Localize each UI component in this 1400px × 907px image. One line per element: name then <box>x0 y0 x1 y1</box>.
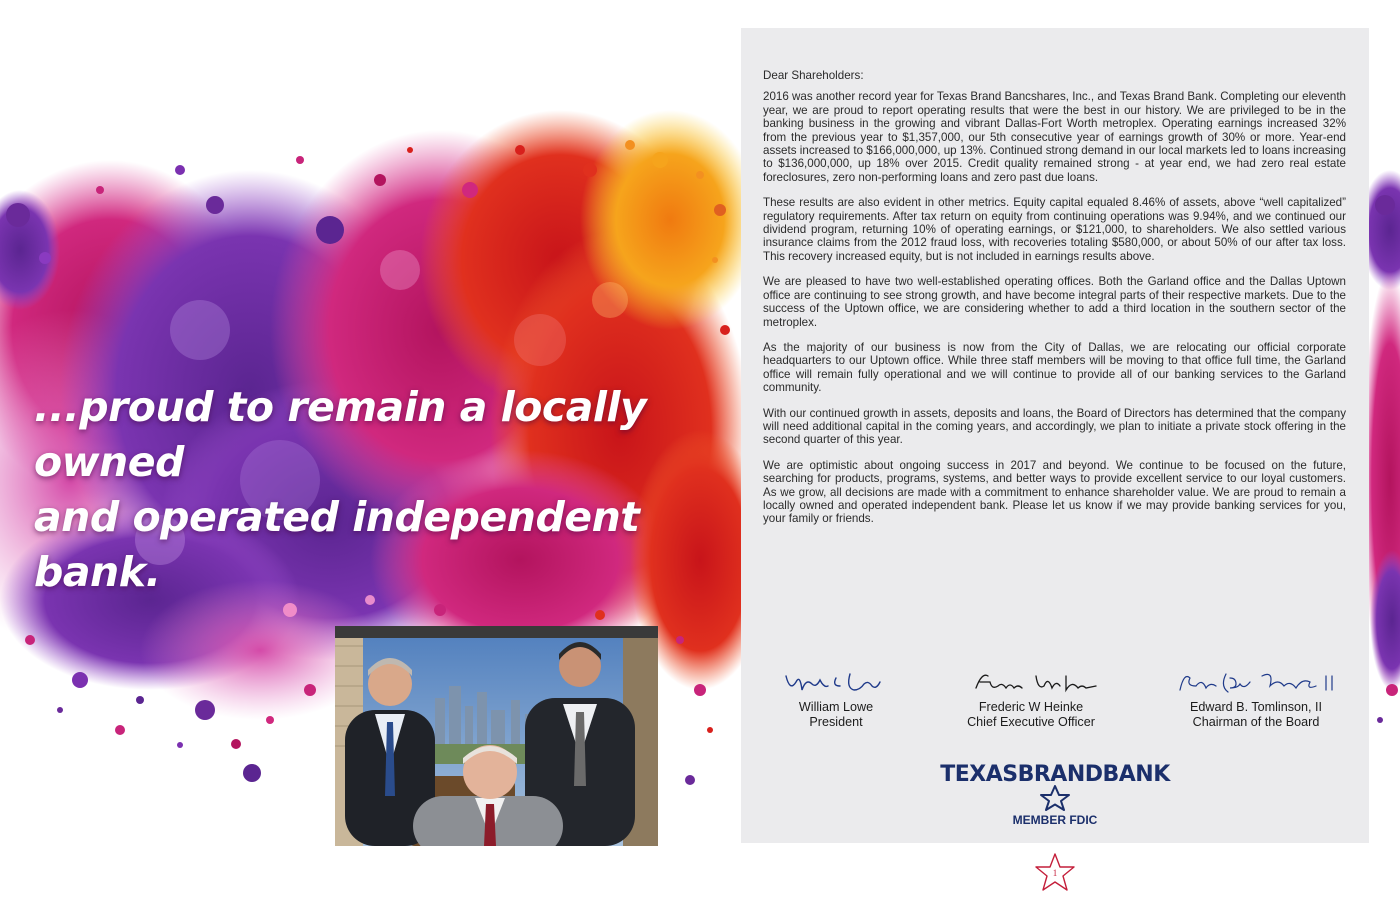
letter-paragraph: We are optimistic about ongoing success in 2017 and beyond. We continue to be focused on the future, searching for products, programs, systems, and better ways to provide excellent service to our loyal customers. As we grow, all decisions are made with a commitment to enhance shareholder value. We are proud to remain a locally owned and operated independent bank. Please let us know if we may provide banking services for you, your family or friends. <box>763 458 1346 526</box>
signature-block <box>741 668 1369 738</box>
signature-tomlinson <box>1161 668 1351 730</box>
letter-paragraph: These results are also evident in other metrics. Equity capital equaled 8.46% of assets, above “well capitalized” regulatory requirements. After tax return on equity from continuing operations was 9.94%, and we continued our dividend program, returning 10% of operating earnings, or $121,000, to shareholders. We also settled various insurance claims from the 2012 fraud loss, with recoveries totaling $580,000, or about 50% of our after tax loss. This recovery increased equity, but is not included in earnings results above. <box>763 196 1346 263</box>
signer-title: Chief Executive Officer <box>967 715 1095 729</box>
signer-title: Chairman of the Board <box>1192 715 1320 729</box>
executives-photo <box>335 626 658 846</box>
letter-paragraph: With our continued growth in assets, deposits and loans, the Board of Directors has determined that the company will need additional capital in the coming years, and accordingly, we plan to initiate a private stock offering in the second quarter of this year. <box>763 406 1346 447</box>
signer-name: Frederic W Heinke <box>978 700 1084 714</box>
signature-lowe <box>741 668 931 730</box>
tagline <box>34 380 734 600</box>
tagline-line-1: ...proud to remain a locally owned <box>34 383 647 486</box>
shareholder-letter <box>763 69 1346 538</box>
signer-name: William Lowe <box>798 700 874 714</box>
letter-paragraph: 2016 was another record year for Texas Brand Bancshares, Inc., and Texas Brand Bank. Completing our eleventh year, we are proud to report operating results that were the best in our history. We are privileged to be in the banking business in the growing and vibrant Dallas-Fort Worth metroplex. Operating earnings increased 32% from the previous year to $1,357,000, our 5th consecutive year of earnings growth of 30% or more. Year-end assets increased to $166,000,000, up 13%. Continued strong demand in our local markets led to loans increasing to $136,000,000, up 18% over 2015. Credit quality remained strong - at year end, we had zero real estate foreclosures, zero non-performing loans and zero past due loans. <box>763 90 1346 184</box>
bank-wordmark-brand: BRAND <box>1017 762 1103 787</box>
star-icon <box>1038 785 1072 811</box>
letter-paragraph: We are pleased to have two well-established operating offices. Both the Garland office and the Dallas Uptown office are continuing to see strong growth, and have become integral parts of their respective markets. Due to the success of the Uptown office, we are considering whether to add a third location in the southern sector of the metroplex. <box>763 275 1346 329</box>
handwritten-signature-tomlinson <box>1166 668 1346 698</box>
bank-logo <box>741 763 1369 828</box>
bank-wordmark-texas: TEXAS <box>940 762 1018 787</box>
member-fdic: MEMBER FDIC <box>1012 813 1098 827</box>
shareholder-letter-panel <box>741 28 1369 843</box>
letter-paragraph: As the majority of our business is now from the City of Dallas, we are relocating our official corporate headquarters to our Uptown office. While three staff members will be moving to that office full time, the Garland office will remain fully operational and we will continue to provide all of our banking services to the Garland community. <box>763 340 1346 395</box>
salutation: Dear Shareholders: <box>763 69 864 82</box>
page-number: 1 <box>1052 868 1058 878</box>
signature-heinke <box>936 668 1126 730</box>
signer-title: President <box>809 715 863 729</box>
tagline-line-2: and operated independent bank. <box>34 493 640 596</box>
page-number-marker <box>1035 852 1075 894</box>
signer-name: Edward B. Tomlinson, II <box>1189 700 1323 714</box>
handwritten-signature-lowe <box>766 668 906 698</box>
bank-wordmark-bank: BANK <box>1102 762 1170 787</box>
bank-wordmark <box>741 763 1369 787</box>
handwritten-signature-heinke <box>956 668 1106 698</box>
